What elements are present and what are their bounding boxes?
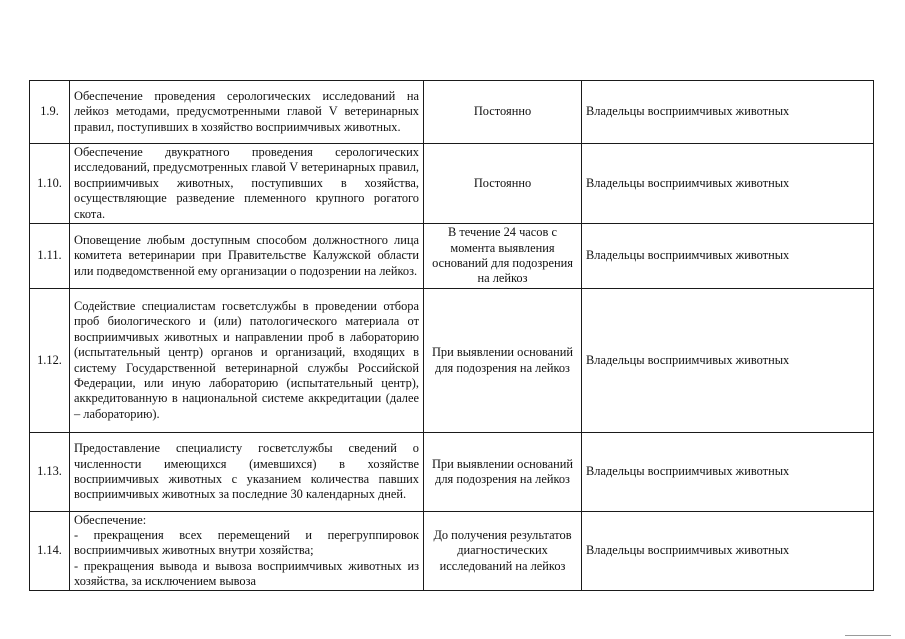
table-row [30, 81, 874, 144]
responsible-cell: Владельцы восприимчивых животных [582, 144, 874, 224]
term-cell: До получения результатов диагностических исследований на лейкоз [424, 512, 582, 591]
term-cell: Постоянно [424, 144, 582, 224]
responsible-cell: Владельцы восприимчивых животных [582, 81, 874, 144]
table-row [30, 433, 874, 512]
responsible-cell: Владельцы восприимчивых животных [582, 433, 874, 512]
term-cell: Постоянно [424, 81, 582, 144]
row-number: 1.10. [30, 144, 70, 224]
responsible-cell: Владельцы восприимчивых животных [582, 512, 874, 591]
table-row [30, 289, 874, 433]
action-text-clipped [74, 513, 419, 590]
action-cell: Оповещение любым доступным способом должностного лица комитета ветеринарии при Правительстве Калужской области или подведомственной ему организации о подозрении на лейкоз. [70, 224, 424, 289]
term-cell: При выявлении оснований для подозрения на лейкоз [424, 433, 582, 512]
action-line: - прекращения всех перемещений и перегруппировок восприимчивых животных внутри хозяйства; [74, 527, 419, 558]
row-number: 1.11. [30, 224, 70, 289]
row-number: 1.13. [30, 433, 70, 512]
action-line: Обеспечение: [74, 512, 147, 527]
action-line: - прекращения вывода и вывоза восприимчивых животных из хозяйства, за исключением вывоза [74, 558, 419, 589]
page-edge-line [845, 635, 891, 636]
row-number: 1.14. [30, 512, 70, 591]
action-cell: Содействие специалистам госветслужбы в проведении отбора проб биологического и (или) патологического материала от восприимчивых животных и направлении проб в лабораторию (испытательный центр) органов и организаций, входящих в систему Государственной ветеринарной службы Российской Федерации, или иную лабораторию (испытательный центр), аккредитованную в национальной системе аккредитации (далее – лабораторию). [70, 289, 424, 433]
action-cell: Обеспечение проведения серологических исследований на лейкоз методами, предусмотренными главой V ветеринарных правил, поступивших в хозяйство восприимчивых животных. [70, 81, 424, 144]
table-row [30, 144, 874, 224]
table-row [30, 512, 874, 591]
responsible-cell: Владельцы восприимчивых животных [582, 224, 874, 289]
action-cell: Обеспечение двукратного проведения серологических исследований, предусмотренных главой V ветеринарных правил, восприимчивых животных, поступивших в хозяйства, осуществляющие разведение племенного крупного рогатого скота. [70, 144, 424, 224]
action-cell [70, 512, 424, 591]
term-cell: В течение 24 часов с момента выявления оснований для подозрения на лейкоз [424, 224, 582, 289]
table-row [30, 224, 874, 289]
action-cell: Предоставление специалисту госветслужбы сведений о численности имеющихся (имевшихся) в хозяйстве восприимчивых животных с указанием количества павших восприимчивых животных за последние 30 календарных дней. [70, 433, 424, 512]
row-number: 1.12. [30, 289, 70, 433]
measures-table [29, 80, 874, 591]
row-number: 1.9. [30, 81, 70, 144]
term-cell: При выявлении оснований для подозрения на лейкоз [424, 289, 582, 433]
responsible-cell: Владельцы восприимчивых животных [582, 289, 874, 433]
